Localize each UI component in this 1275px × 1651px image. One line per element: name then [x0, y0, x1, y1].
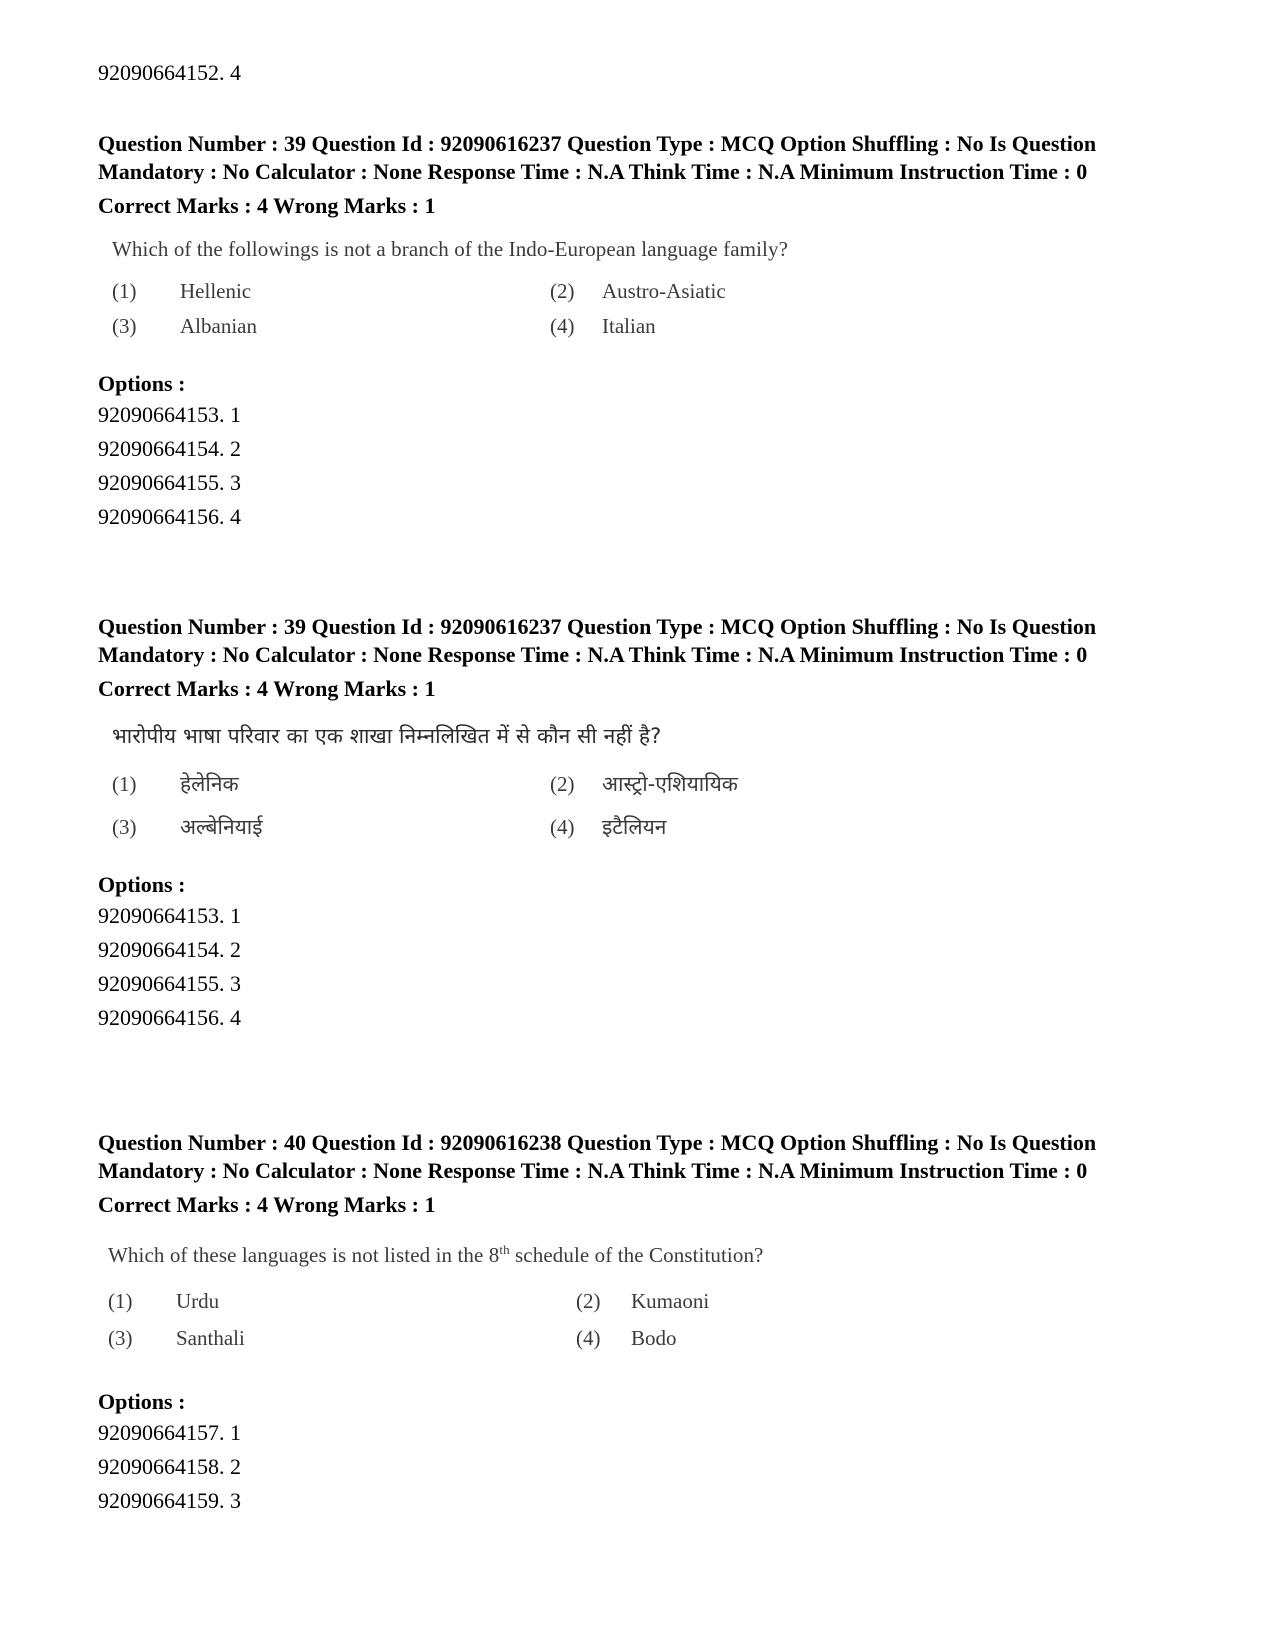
choice-item [112, 276, 251, 306]
choice-text: Italian [602, 314, 656, 338]
question-image [98, 234, 1188, 350]
option-id-line: 92090664154. 2 [98, 436, 241, 461]
choice-text: Hellenic [180, 279, 252, 303]
choice-number: (1) [108, 1289, 133, 1313]
ordinal-suffix: th [499, 1242, 510, 1257]
choice-text: Kumaoni [631, 1289, 710, 1313]
options-heading: Options : [98, 1389, 186, 1414]
choice-grid [98, 1286, 1188, 1362]
question-text [98, 1235, 1188, 1270]
choice-grid [98, 276, 1188, 350]
choice-number: (3) [112, 314, 137, 338]
choice-number: (4) [550, 815, 575, 839]
choice-text: अल्बेनियाई [180, 815, 263, 839]
choice-number: (1) [112, 772, 137, 796]
question-block [98, 130, 1188, 534]
question-marks: Correct Marks : 4 Wrong Marks : 1 [98, 1192, 436, 1217]
choice-number: (3) [112, 815, 137, 839]
option-id-line: 92090664158. 2 [98, 1454, 241, 1479]
choice-number: (1) [112, 279, 137, 303]
choice-number: (4) [550, 314, 575, 338]
choice-item [576, 1286, 709, 1316]
choice-item [112, 311, 257, 341]
choice-item [550, 812, 666, 842]
options-heading: Options : [98, 371, 186, 396]
option-id-line: 92090664159. 3 [98, 1488, 241, 1513]
option-id-line: 92090664152. 4 [98, 60, 241, 85]
choice-item [550, 276, 726, 306]
question-text: Which of the followings is not a branch of the Indo-European language family? [112, 237, 788, 261]
choice-item [112, 812, 263, 842]
choice-number: (2) [550, 279, 575, 303]
choice-grid [98, 769, 1188, 853]
question-block [98, 613, 1188, 1035]
question-metadata: Question Number : 39 Question Id : 92090616237 Question Type : MCQ Option Shuffling : No Is Question Mandatory : No Calculator : None Response Time : N.A Think Time : N.A Minimum Instruction Time : 0 [98, 131, 1097, 184]
question-text-part: Which of these languages is not listed in the 8 [108, 1243, 500, 1267]
choice-item [112, 769, 239, 799]
choice-item [108, 1323, 245, 1353]
options-section [98, 871, 1188, 1035]
question-marks: Correct Marks : 4 Wrong Marks : 1 [98, 193, 436, 218]
option-id-line: 92090664156. 4 [98, 504, 241, 529]
option-id-line: 92090664156. 4 [98, 1005, 241, 1030]
option-id-line: 92090664153. 1 [98, 402, 241, 427]
choice-text: आस्ट्रो-एशियायिक [602, 772, 738, 796]
option-id-line: 92090664153. 1 [98, 903, 241, 928]
choice-item [576, 1323, 677, 1353]
question-text: भारोपीय भाषा परिवार का एक शाखा निम्नलिखित में से कौन सी नहीं है? [112, 724, 662, 748]
option-id-line: 92090664154. 2 [98, 937, 241, 962]
choice-item [550, 769, 738, 799]
question-marks: Correct Marks : 4 Wrong Marks : 1 [98, 676, 436, 701]
options-section [98, 1388, 1188, 1518]
option-id-line: 92090664155. 3 [98, 470, 241, 495]
options-heading: Options : [98, 872, 186, 897]
options-section [98, 370, 1188, 534]
question-block [98, 1129, 1188, 1518]
choice-number: (3) [108, 1326, 133, 1350]
options-list [98, 398, 1188, 534]
option-id-line: 92090664155. 3 [98, 971, 241, 996]
choice-text: Albanian [180, 314, 257, 338]
choice-text: Bodo [631, 1326, 677, 1350]
question-image [98, 721, 1188, 853]
choice-text: Santhali [176, 1326, 245, 1350]
choice-text: हेलेनिक [180, 772, 239, 796]
question-metadata: Question Number : 39 Question Id : 92090616237 Question Type : MCQ Option Shuffling : No Is Question Mandatory : No Calculator : None Response Time : N.A Think Time : N.A Minimum Instruction Time : 0 [98, 614, 1097, 667]
choice-number: (4) [576, 1326, 601, 1350]
option-id-line: 92090664157. 1 [98, 1420, 241, 1445]
question-metadata: Question Number : 40 Question Id : 92090616238 Question Type : MCQ Option Shuffling : No Is Question Mandatory : No Calculator : None Response Time : N.A Think Time : N.A Minimum Instruction Time : 0 [98, 1130, 1097, 1183]
options-list [98, 1416, 1188, 1518]
choice-item [108, 1286, 219, 1316]
choice-text: Austro-Asiatic [602, 279, 726, 303]
question-image [98, 1235, 1188, 1362]
choice-text: Urdu [176, 1289, 220, 1313]
choice-number: (2) [576, 1289, 601, 1313]
question-text-part: schedule of the Constitution? [509, 1243, 764, 1267]
choice-number: (2) [550, 772, 575, 796]
options-list [98, 899, 1188, 1035]
choice-text: इटैलियन [602, 815, 667, 839]
choice-item [550, 311, 656, 341]
